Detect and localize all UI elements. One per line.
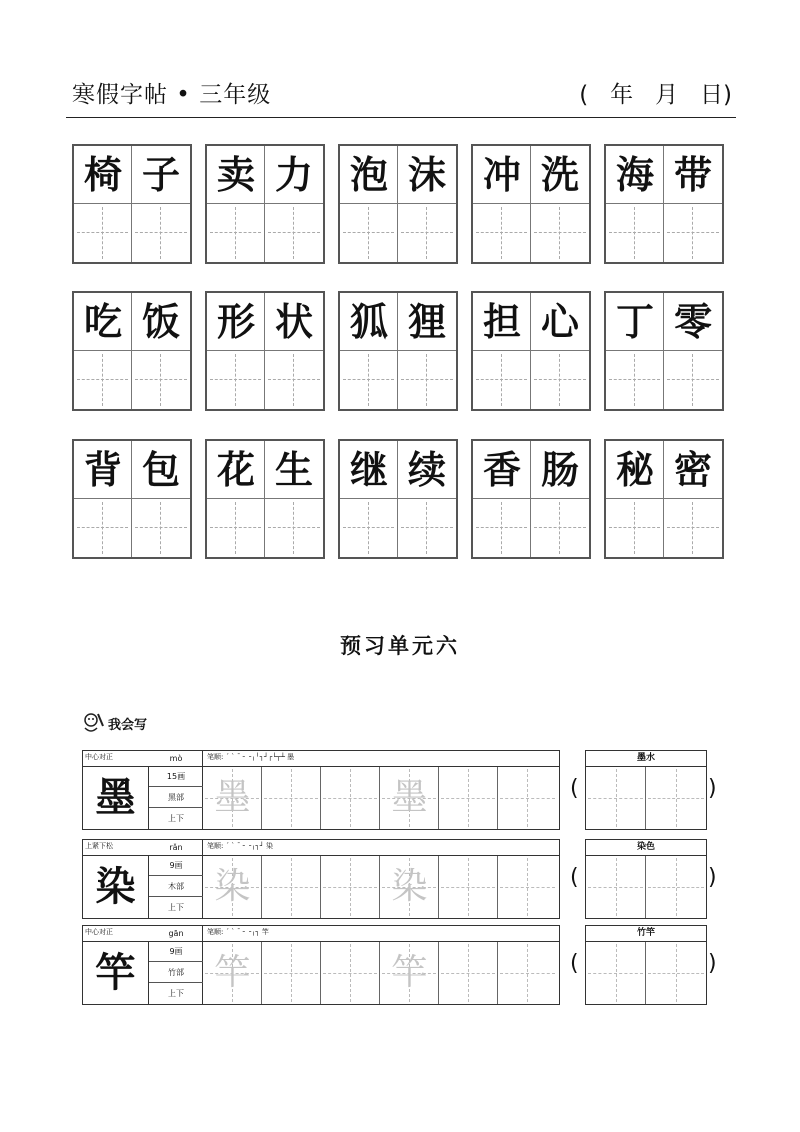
close-paren: ) xyxy=(708,951,717,976)
trace-char: 染 xyxy=(391,866,428,907)
page-title: 寒假字帖 • 三年级 xyxy=(72,82,272,108)
pinyin: gān xyxy=(149,926,203,942)
trace-char: 竿 xyxy=(214,952,251,993)
model-char: 秘 xyxy=(615,447,654,492)
word-box xyxy=(471,291,591,411)
trace-cell[interactable] xyxy=(203,856,262,918)
page-header xyxy=(66,66,736,118)
practice-cell[interactable] xyxy=(207,351,265,409)
model-char: 背 xyxy=(83,447,122,492)
word-box xyxy=(72,291,192,411)
word-box xyxy=(338,439,458,559)
pencil-boy-icon xyxy=(80,710,106,736)
practice-cell[interactable] xyxy=(340,351,398,409)
model-char: 形 xyxy=(216,299,255,344)
model-char: 继 xyxy=(349,447,388,492)
practice-cell[interactable] xyxy=(439,767,498,829)
practice-cell[interactable] xyxy=(321,767,380,829)
model-char: 椅 xyxy=(83,152,122,197)
model-char: 吃 xyxy=(83,299,122,344)
practice-cell[interactable] xyxy=(586,942,646,1004)
practice-cell[interactable] xyxy=(398,204,456,262)
stroke-order: 笔顺: ˊ ˋ ˉ ╴╶╷┐ 竿 xyxy=(207,928,269,936)
radical: 竹部 xyxy=(149,962,203,983)
word-box xyxy=(205,144,325,264)
stroke-order-label: 笔顺: xyxy=(207,842,224,850)
compound-box xyxy=(585,925,707,1005)
practice-cell[interactable] xyxy=(321,942,380,1004)
trace-char: 墨 xyxy=(214,777,251,818)
radical: 黑部 xyxy=(149,787,203,808)
stroke-count: 9画 xyxy=(149,856,203,876)
practice-cell[interactable] xyxy=(262,767,321,829)
practice-label-text: 我会写 xyxy=(108,717,148,733)
stroke-order: 笔顺: ˊ ˋ ˉ ╴╶╷┐┘ 染 xyxy=(207,842,274,850)
open-paren: ( xyxy=(570,865,579,890)
practice-cell[interactable] xyxy=(664,351,722,409)
practice-cell[interactable] xyxy=(473,351,531,409)
compound-word: 墨水 xyxy=(586,751,706,767)
practice-cell[interactable] xyxy=(498,942,557,1004)
char-info xyxy=(149,926,203,1004)
practice-cell[interactable] xyxy=(262,856,321,918)
practice-cell[interactable] xyxy=(132,499,190,557)
practice-cell[interactable] xyxy=(606,499,664,557)
trace-cell[interactable] xyxy=(380,856,439,918)
practice-cell[interactable] xyxy=(74,204,132,262)
practice-cell[interactable] xyxy=(132,204,190,262)
practice-cell[interactable] xyxy=(321,856,380,918)
practice-cell[interactable] xyxy=(340,204,398,262)
practice-cell[interactable] xyxy=(473,499,531,557)
word-box xyxy=(471,439,591,559)
word-box xyxy=(471,144,591,264)
model-char: 狐 xyxy=(349,299,388,344)
tracing-grid xyxy=(203,767,559,829)
mnemonic: 中心对正 xyxy=(85,928,113,936)
close-paren: ) xyxy=(708,865,717,890)
model-char: 饭 xyxy=(141,299,180,344)
compound-box xyxy=(585,750,707,830)
model-char: 心 xyxy=(540,299,579,344)
char-practice-row xyxy=(82,750,560,830)
pinyin: mò xyxy=(149,751,203,767)
model-char: 泡 xyxy=(349,152,388,197)
tracing-grid xyxy=(203,942,559,1004)
model-char: 沫 xyxy=(407,152,446,197)
practice-cell[interactable] xyxy=(439,856,498,918)
practice-cell[interactable] xyxy=(439,942,498,1004)
word-box xyxy=(72,439,192,559)
trace-char: 竿 xyxy=(391,952,428,993)
practice-cell[interactable] xyxy=(664,499,722,557)
practice-cell[interactable] xyxy=(132,351,190,409)
word-row xyxy=(72,144,724,264)
structure: 上下 xyxy=(168,989,184,998)
model-char: 续 xyxy=(407,447,446,492)
practice-cell[interactable] xyxy=(265,351,323,409)
practice-cell[interactable] xyxy=(646,942,706,1004)
open-paren: ( xyxy=(570,776,579,801)
practice-cell[interactable] xyxy=(265,204,323,262)
model-char: 海 xyxy=(615,152,654,197)
char-practice-row xyxy=(82,839,560,919)
practice-cell[interactable] xyxy=(646,767,706,829)
model-char: 担 xyxy=(482,299,521,344)
model-char: 带 xyxy=(673,152,712,197)
stroke-order-label: 笔顺: xyxy=(207,753,224,761)
word-box xyxy=(604,144,724,264)
model-char: 染 xyxy=(83,856,149,918)
word-box xyxy=(604,291,724,411)
practice-cell[interactable] xyxy=(207,499,265,557)
model-char: 狸 xyxy=(407,299,446,344)
practice-cell[interactable] xyxy=(531,351,589,409)
practice-cell[interactable] xyxy=(586,767,646,829)
tracing-grid xyxy=(203,856,559,918)
model-char: 状 xyxy=(274,299,313,344)
practice-cell[interactable] xyxy=(265,499,323,557)
compound-word: 竹竿 xyxy=(586,926,706,942)
practice-cell[interactable] xyxy=(473,204,531,262)
word-row xyxy=(72,291,724,411)
trace-cell[interactable] xyxy=(203,942,262,1004)
model-char: 包 xyxy=(141,447,180,492)
practice-cell[interactable] xyxy=(606,204,664,262)
char-info xyxy=(149,751,203,829)
practice-cell[interactable] xyxy=(498,856,557,918)
compound-word: 染色 xyxy=(586,840,706,856)
stroke-order: 笔顺: ˊ ˋ ˉ ╴╶╷╵┐┘┌└┬┴ 墨 xyxy=(207,753,295,761)
model-char: 子 xyxy=(141,152,180,197)
structure: 上下 xyxy=(168,903,184,912)
model-char: 零 xyxy=(673,299,712,344)
model-char: 力 xyxy=(274,152,313,197)
practice-cell[interactable] xyxy=(531,499,589,557)
pinyin: rǎn xyxy=(149,840,203,856)
word-box xyxy=(338,291,458,411)
stroke-order-label: 笔顺: xyxy=(207,928,224,936)
trace-char: 墨 xyxy=(391,777,428,818)
model-char: 洗 xyxy=(540,152,579,197)
trace-cell[interactable] xyxy=(380,942,439,1004)
word-box xyxy=(338,144,458,264)
model-char: 冲 xyxy=(482,152,521,197)
stroke-count: 15画 xyxy=(149,767,203,787)
practice-cell[interactable] xyxy=(586,856,646,918)
mnemonic: 上紧下松 xyxy=(85,842,113,850)
word-box xyxy=(205,291,325,411)
mnemonic: 中心对正 xyxy=(85,753,113,761)
model-char: 卖 xyxy=(216,152,255,197)
practice-cell[interactable] xyxy=(207,204,265,262)
practice-cell[interactable] xyxy=(340,499,398,557)
model-char: 竿 xyxy=(83,942,149,1004)
practice-label xyxy=(80,708,147,738)
practice-cell[interactable] xyxy=(531,204,589,262)
char-practice-row xyxy=(82,925,560,1005)
practice-cell[interactable] xyxy=(646,856,706,918)
practice-cell[interactable] xyxy=(398,499,456,557)
trace-char: 染 xyxy=(214,866,251,907)
word-box xyxy=(604,439,724,559)
model-char: 密 xyxy=(673,447,712,492)
compound-box xyxy=(585,839,707,919)
practice-cell[interactable] xyxy=(664,204,722,262)
date-field[interactable]: ( 年 月 日) xyxy=(579,82,732,108)
practice-cell[interactable] xyxy=(398,351,456,409)
open-paren: ( xyxy=(570,951,579,976)
trace-cell[interactable] xyxy=(203,767,262,829)
section-title: 预习单元六 xyxy=(340,634,460,658)
practice-cell[interactable] xyxy=(606,351,664,409)
stroke-count: 9画 xyxy=(149,942,203,962)
char-info xyxy=(149,840,203,918)
model-char: 墨 xyxy=(83,767,149,829)
close-paren: ) xyxy=(708,776,717,801)
word-box xyxy=(205,439,325,559)
structure: 上下 xyxy=(168,814,184,823)
word-box xyxy=(72,144,192,264)
radical: 木部 xyxy=(149,876,203,897)
model-char: 肠 xyxy=(540,447,579,492)
model-char: 花 xyxy=(216,447,255,492)
model-char: 生 xyxy=(274,447,313,492)
practice-cell[interactable] xyxy=(74,499,132,557)
model-char: 香 xyxy=(482,447,521,492)
model-char: 丁 xyxy=(615,299,654,344)
practice-cell[interactable] xyxy=(74,351,132,409)
practice-cell[interactable] xyxy=(262,942,321,1004)
word-row xyxy=(72,439,724,559)
trace-cell[interactable] xyxy=(380,767,439,829)
practice-cell[interactable] xyxy=(498,767,557,829)
